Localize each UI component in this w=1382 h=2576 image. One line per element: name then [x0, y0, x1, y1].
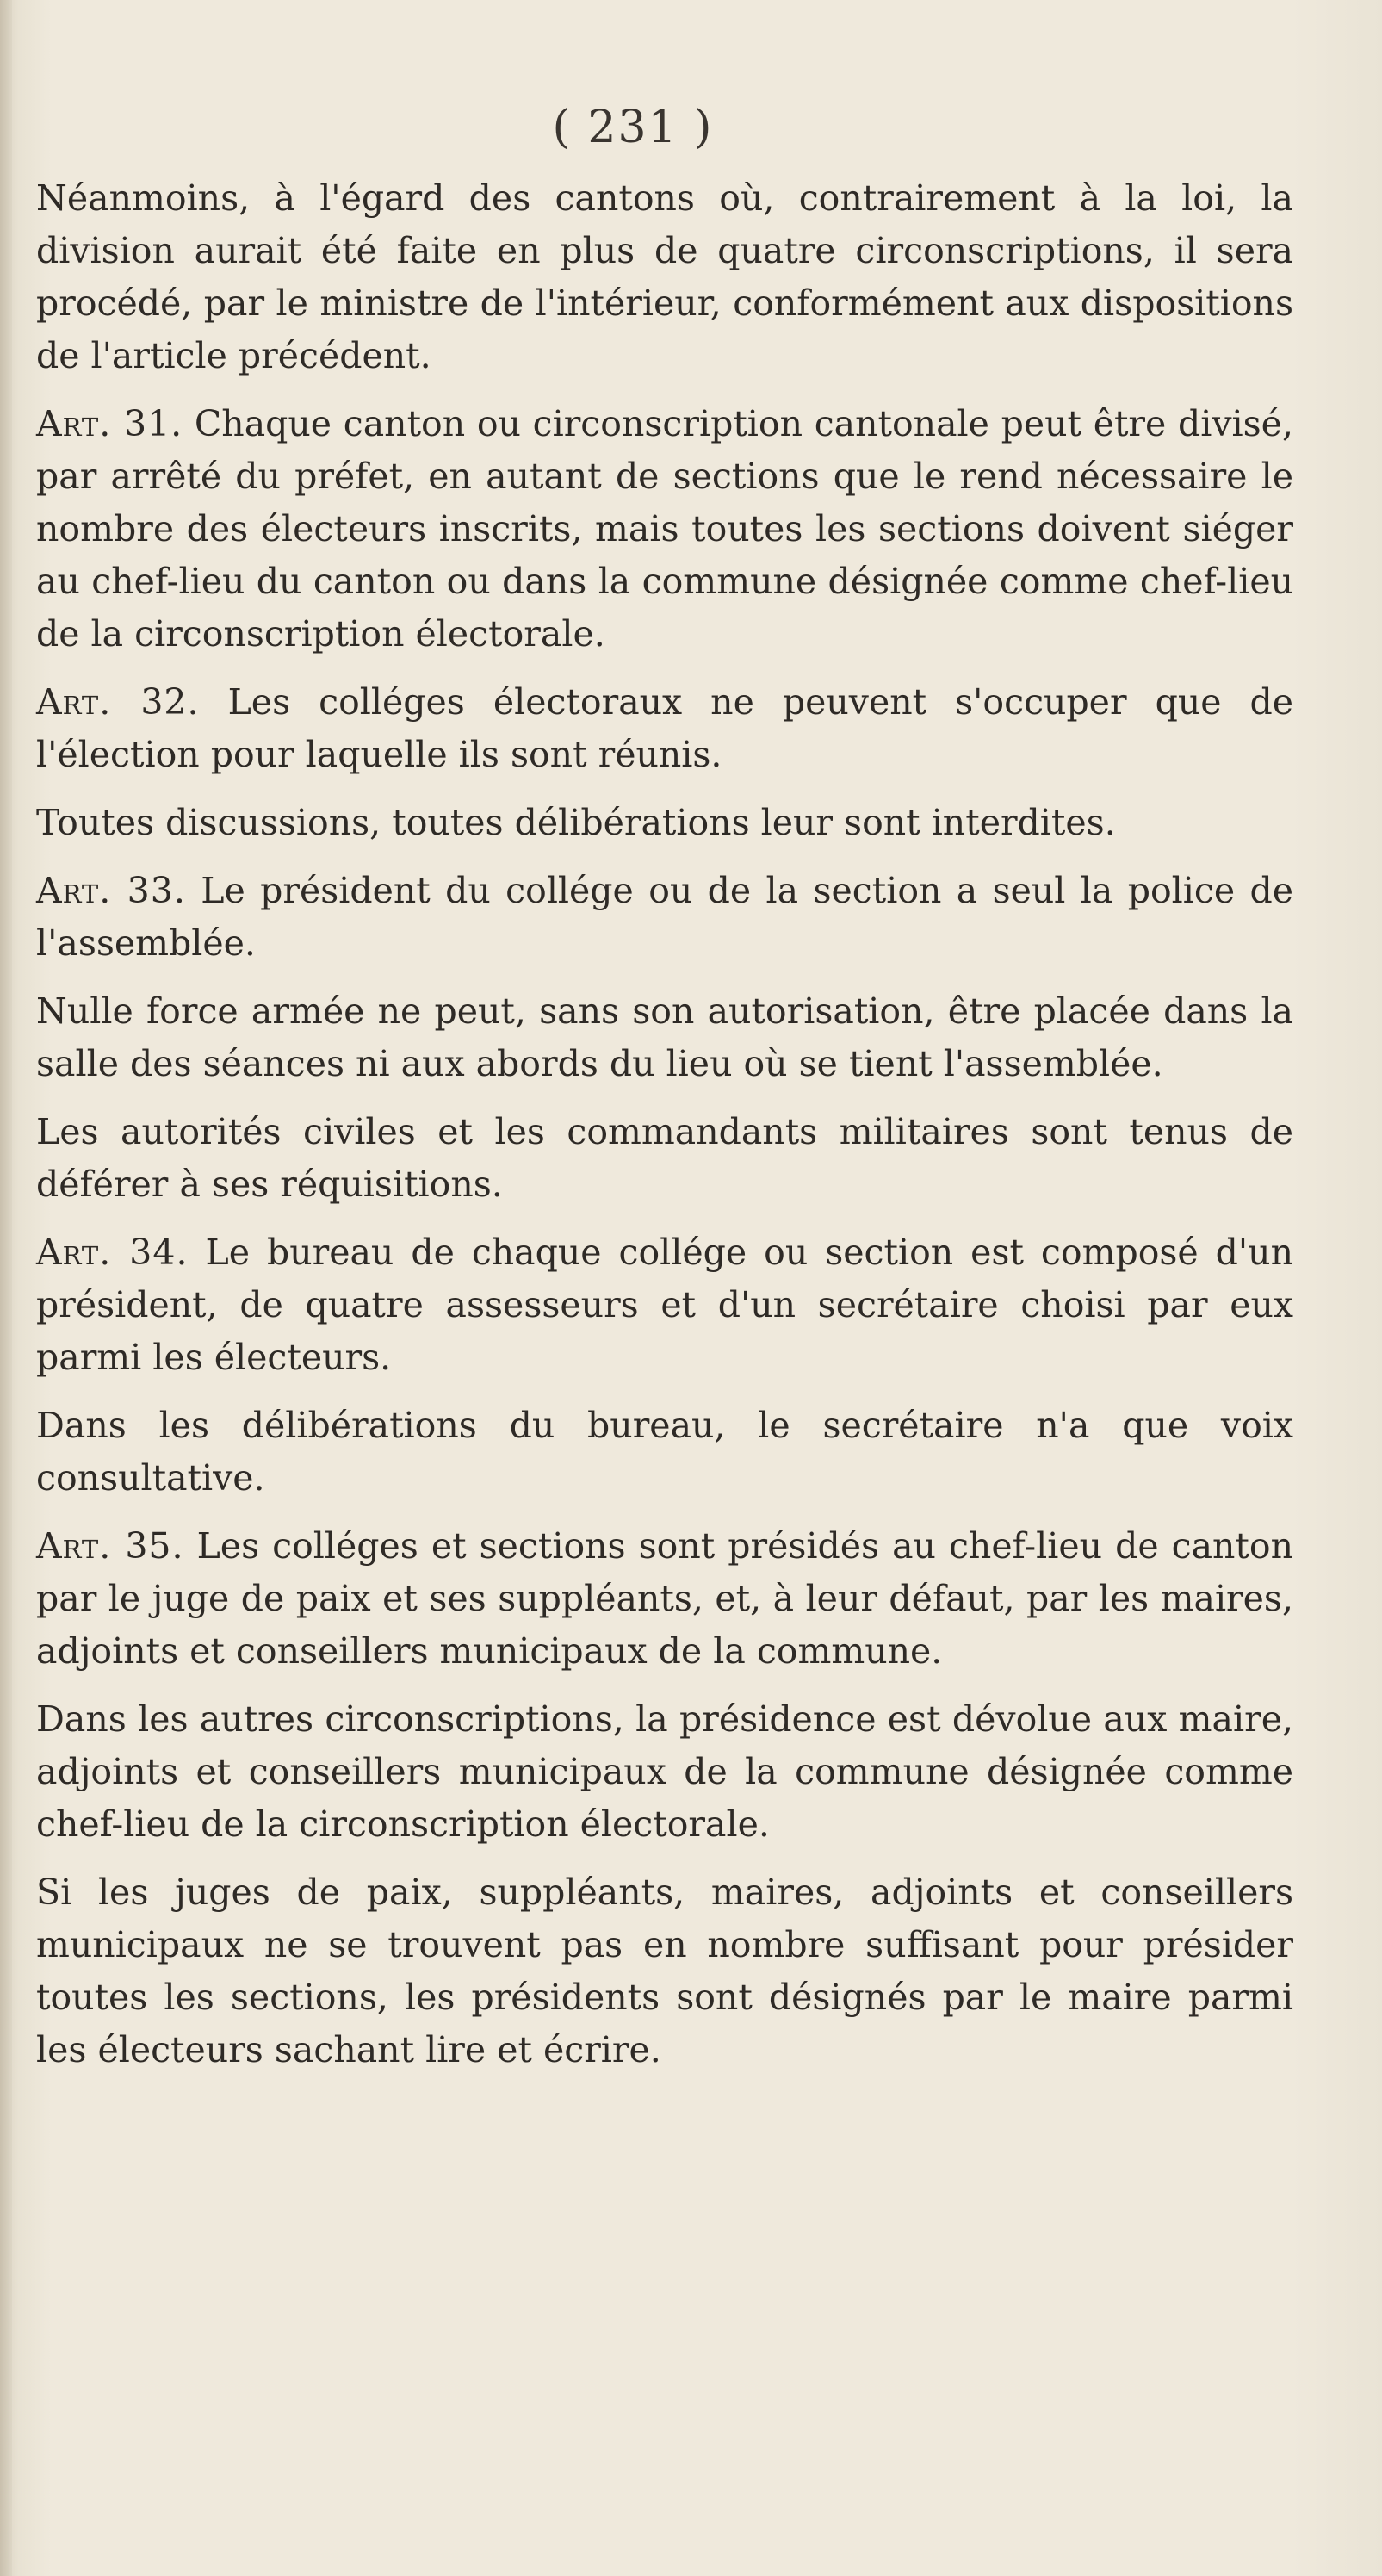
paragraph-9	[36, 1400, 1293, 1505]
article-label: Art. 32.	[36, 681, 200, 723]
paragraph-article-31	[36, 398, 1293, 661]
paragraph-text: Le bureau de chaque collége ou section est composé d'un président, de quatre assesseurs et d'un secrétaire choisi par eux parmi les électeurs.	[36, 1232, 1293, 1378]
paragraph-text: Dans les autres circonscriptions, la présidence est dévolue aux maire, adjoints et conseillers municipaux de la commune désignée comme chef-lieu de la circonscription électorale.	[36, 1698, 1293, 1845]
paragraph-1	[36, 172, 1293, 382]
paragraph-article-34	[36, 1226, 1293, 1384]
paragraph-text: Les colléges électoraux ne peuvent s'occuper que de l'élection pour laquelle ils sont réunis.	[36, 681, 1294, 775]
paragraph-article-35	[36, 1520, 1293, 1678]
paragraph-text: Chaque canton ou circonscription cantonale peut être divisé, par arrêté du préfet, en autant de sections que le rend nécessaire le nombre des électeurs inscrits, mais toutes les sections doivent siéger au chef-lieu du canton ou dans la commune désignée comme chef-lieu de la circonscription électorale.	[36, 403, 1293, 655]
paragraph-7	[36, 1106, 1293, 1211]
article-label: Art. 33.	[36, 870, 186, 911]
page-text	[36, 172, 1293, 2076]
article-label: Art. 35.	[36, 1525, 184, 1567]
paragraph-text: Dans les délibérations du bureau, le secrétaire n'a que voix consultative.	[36, 1405, 1293, 1499]
paragraph-12	[36, 1866, 1293, 2076]
paragraph-text: Nulle force armée ne peut, sans son autorisation, être placée dans la salle des séances ni aux abords du lieu où se tient l'assemblée.	[36, 990, 1293, 1084]
paragraph-text: Les colléges et sections sont présidés au chef-lieu de canton par le juge de paix et ses suppléants, et, à leur défaut, par les maires, adjoints et conseillers municipaux de la commune.	[36, 1525, 1293, 1672]
article-label: Art. 34.	[36, 1232, 189, 1273]
article-label: Art. 31.	[36, 403, 183, 444]
paragraph-4	[36, 797, 1293, 849]
paragraph-11	[36, 1693, 1293, 1851]
paragraph-text: Néanmoins, à l'égard des cantons où, contrairement à la loi, la division aurait été faite en plus de quatre circonscriptions, il sera procédé, par le ministre de l'intérieur, conformément aux dispositions de l'article précédent.	[36, 177, 1293, 376]
paragraph-text: Toutes discussions, toutes délibérations leur sont interdites.	[36, 802, 1116, 843]
paragraph-text: Les autorités civiles et les commandants militaires sont tenus de déférer à ses réquisitions.	[36, 1111, 1293, 1205]
paragraph-article-33	[36, 865, 1293, 970]
paragraph-article-32	[36, 676, 1293, 781]
page-binding-edge	[0, 0, 12, 2576]
paragraph-text: Le président du collége ou de la section a seul la police de l'assemblée.	[36, 870, 1293, 964]
paragraph-6	[36, 985, 1293, 1090]
paragraph-text: Si les juges de paix, suppléants, maires, adjoints et conseillers municipaux ne se trouvent pas en nombre suffisant pour présider toutes les sections, les présidents sont désignés par le maire parmi les électeurs sachant lire et écrire.	[36, 1871, 1293, 2070]
page-number: ( 231 )	[552, 102, 714, 153]
